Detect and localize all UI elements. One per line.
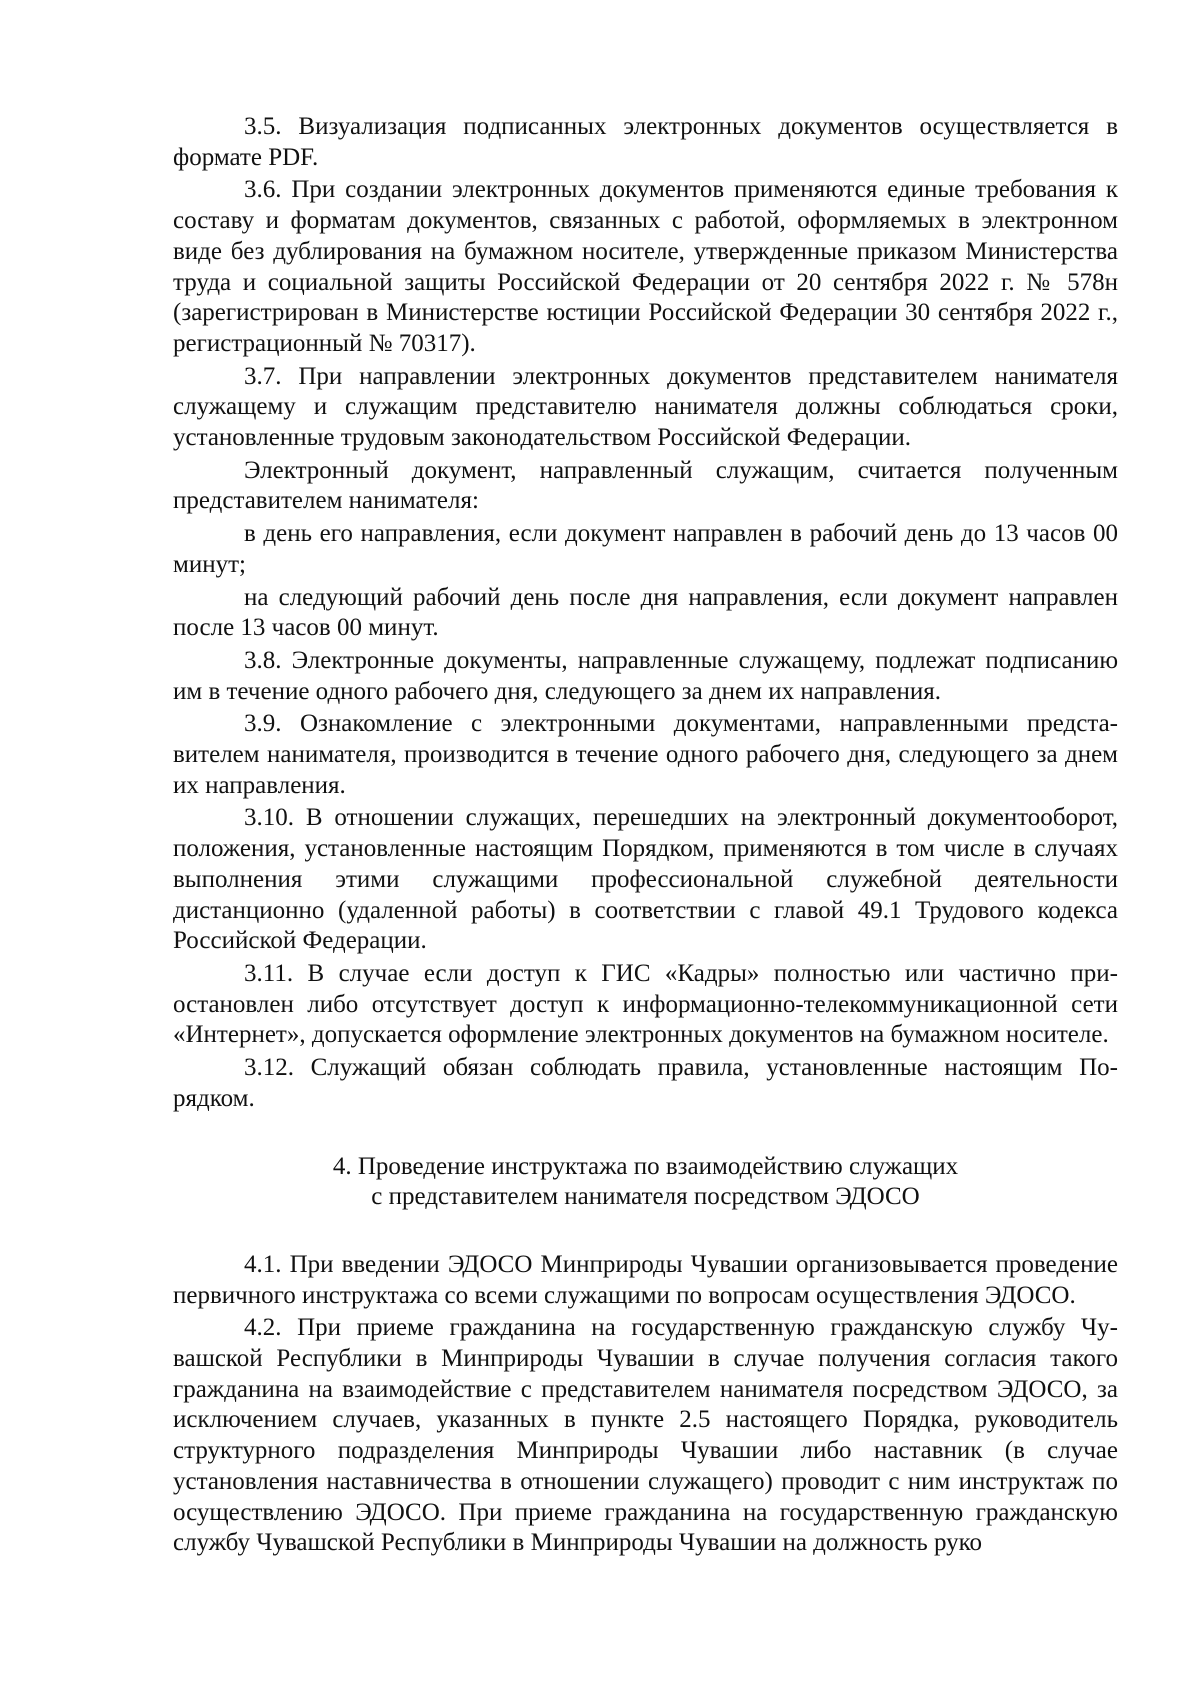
paragraph-4-1: 4.1. При введении ЭДОСО Минприроды Чувашии организовывается проведение первичного инструктажа со всеми служащими по вопросам осуществления ЭДОСО. (173, 1250, 1118, 1309)
paragraph-3-7-received: Электронный документ, направленный служащим, считается полученным представителем нанимателя: (173, 456, 1118, 515)
paragraph-3-7-same-day: в день его направления, если документ направлен в рабочий день до 13 часов 00 минут; (173, 520, 1118, 578)
paragraph-4-2: 4.2. При приеме гражданина на государственную гражданскую службу Чувашской Республики в Минприроды Чувашии в случае получения согласия такого гражданина на взаимодействие с представителем нанимателя посредством ЭДОСО, за исключением случаев, указанных в пункте 2.5 настоящего Порядка, руководитель структурного подразделения Минприроды Чувашии либо наставник (в случае установления наставничества в отношении служащего) проводит с ним инструктаж по осуществлению ЭДОСО. При приеме гражданина на государственную гражданскую службу Чувашской Республики в Минприроды Чувашии на должность руко (173, 1314, 1118, 1557)
paragraph-3-7: 3.7. При направлении электронных документов представителем нанимателя служащему и служащим представителю нанимателя должны соблюдаться сроки, установленные трудовым законодательством Российской Федерации. (173, 362, 1118, 452)
section-4-heading-line-1: 4. Проведение инструктажа по взаимодействию служащих (332, 1152, 959, 1180)
section-4-heading (173, 1152, 1118, 1213)
section-4-heading-line-2: с представителем нанимателя посредством ЭДОСО (371, 1183, 920, 1211)
paragraph-3-11: 3.11. В случае если доступ к ГИС «Кадры» полностью или частично приостановлен либо отсутствует доступ к информационно-телекоммуникационной сети «Интернет», допускается оформление электронных документов на бумажном носителе. (173, 959, 1118, 1049)
document-page (173, 112, 1118, 1559)
paragraph-3-8: 3.8. Электронные документы, направленные служащему, подлежат подписанию им в течение одного рабочего дня, следующего за днем их направления. (173, 646, 1118, 705)
paragraph-3-5: 3.5. Визуализация подписанных электронных документов осуществляется в формате PDF. (173, 113, 1118, 171)
paragraph-3-10: 3.10. В отношении служащих, перешедших на электронный документооборот, положения, установленные настоящим Порядком, применяются в том числе в случаях выполнения этими служащими профессиональной служебной деятельности дистанционно (удаленной работы) в соответствии с главой 49.1 Трудового кодекса Российской Федерации. (173, 804, 1118, 955)
paragraph-3-7-next-day: на следующий рабочий день после дня направления, если документ направлен после 13 часов 00 минут. (173, 583, 1118, 642)
paragraph-3-6: 3.6. При создании электронных документов применяются единые требования к составу и форматам документов, связанных с работой, оформляемых в электронном виде без дублирования на бумажном носителе, утвержденные приказом Министерства труда и социальной защиты Российской Федерации от 20 сентября 2022 г. № 578н (зарегистрирован в Министерстве юстиции Российской Федерации 30 сентября 2022 г., регистрационный № 70317). (173, 176, 1118, 357)
paragraph-3-12: 3.12. Служащий обязан соблюдать правила, установленные настоящим Порядком. (173, 1054, 1118, 1112)
paragraph-3-9: 3.9. Ознакомление с электронными документами, направленными представителем нанимателя, производится в течение одного рабочего дня, следующего за днем их направления. (173, 710, 1118, 799)
